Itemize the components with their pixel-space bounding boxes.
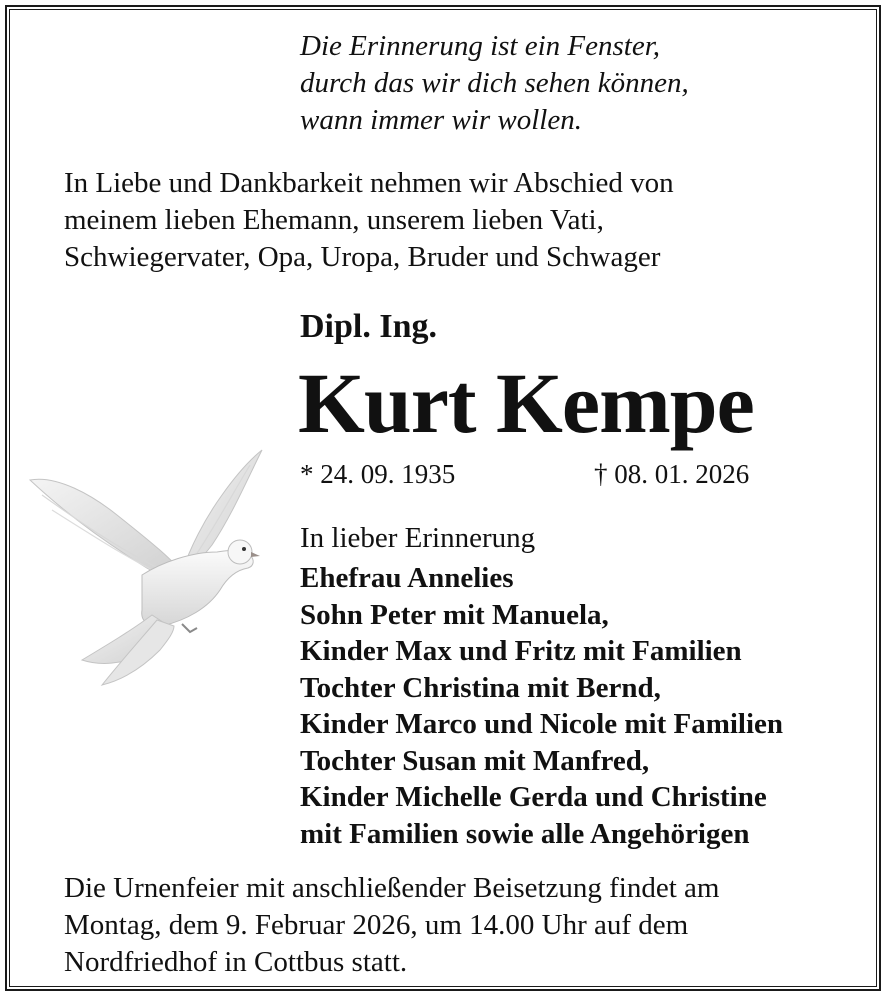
deceased-title: Dipl. Ing. <box>300 308 437 345</box>
intro-line: Schwiegervater, Opa, Uropa, Bruder und Schwager <box>64 241 661 273</box>
dove-icon <box>22 440 272 700</box>
motto-quote <box>300 28 860 139</box>
mourner-line: Ehefrau Annelies <box>300 562 514 594</box>
funeral-line: Montag, dem 9. Februar 2026, um 14.00 Uhr auf dem <box>64 909 689 941</box>
mourners-list <box>300 560 860 852</box>
mourner-line: Kinder Max und Fritz mit Familien <box>300 635 742 667</box>
deceased-name: Kurt Kempe <box>298 355 754 451</box>
motto-line: Die Erinnerung ist ein Fenster, <box>300 30 661 62</box>
funeral-line: Die Urnenfeier mit anschließender Beisetzung findet am <box>64 872 720 904</box>
funeral-line: Nordfriedhof in Cottbus statt. <box>64 946 408 978</box>
funeral-notice <box>64 870 864 981</box>
birth-date: * 24. 09. 1935 <box>300 459 456 489</box>
intro-line: In Liebe und Dankbarkeit nehmen wir Abschied von <box>64 167 674 199</box>
mourner-line: Tochter Christina mit Bernd, <box>300 671 661 704</box>
mourner-line: Kinder Marco und Nicole mit Familien <box>300 708 784 740</box>
intro-text <box>64 165 854 276</box>
motto-line: wann immer wir wollen. <box>300 104 582 136</box>
remembrance-heading: In lieber Erinnerung <box>300 522 536 554</box>
death-date: † 08. 01. 2026 <box>594 459 750 489</box>
mourner-line: Kinder Michelle Gerda und Christine <box>300 781 767 813</box>
motto-line: durch das wir dich sehen können, <box>300 67 689 99</box>
mourner-line: mit Familien sowie alle Angehörigen <box>300 817 750 850</box>
intro-line: meinem lieben Ehemann, unserem lieben Vati, <box>64 204 604 236</box>
mourner-line: Sohn Peter mit Manuela, <box>300 598 609 631</box>
mourner-line: Tochter Susan mit Manfred, <box>300 744 650 777</box>
